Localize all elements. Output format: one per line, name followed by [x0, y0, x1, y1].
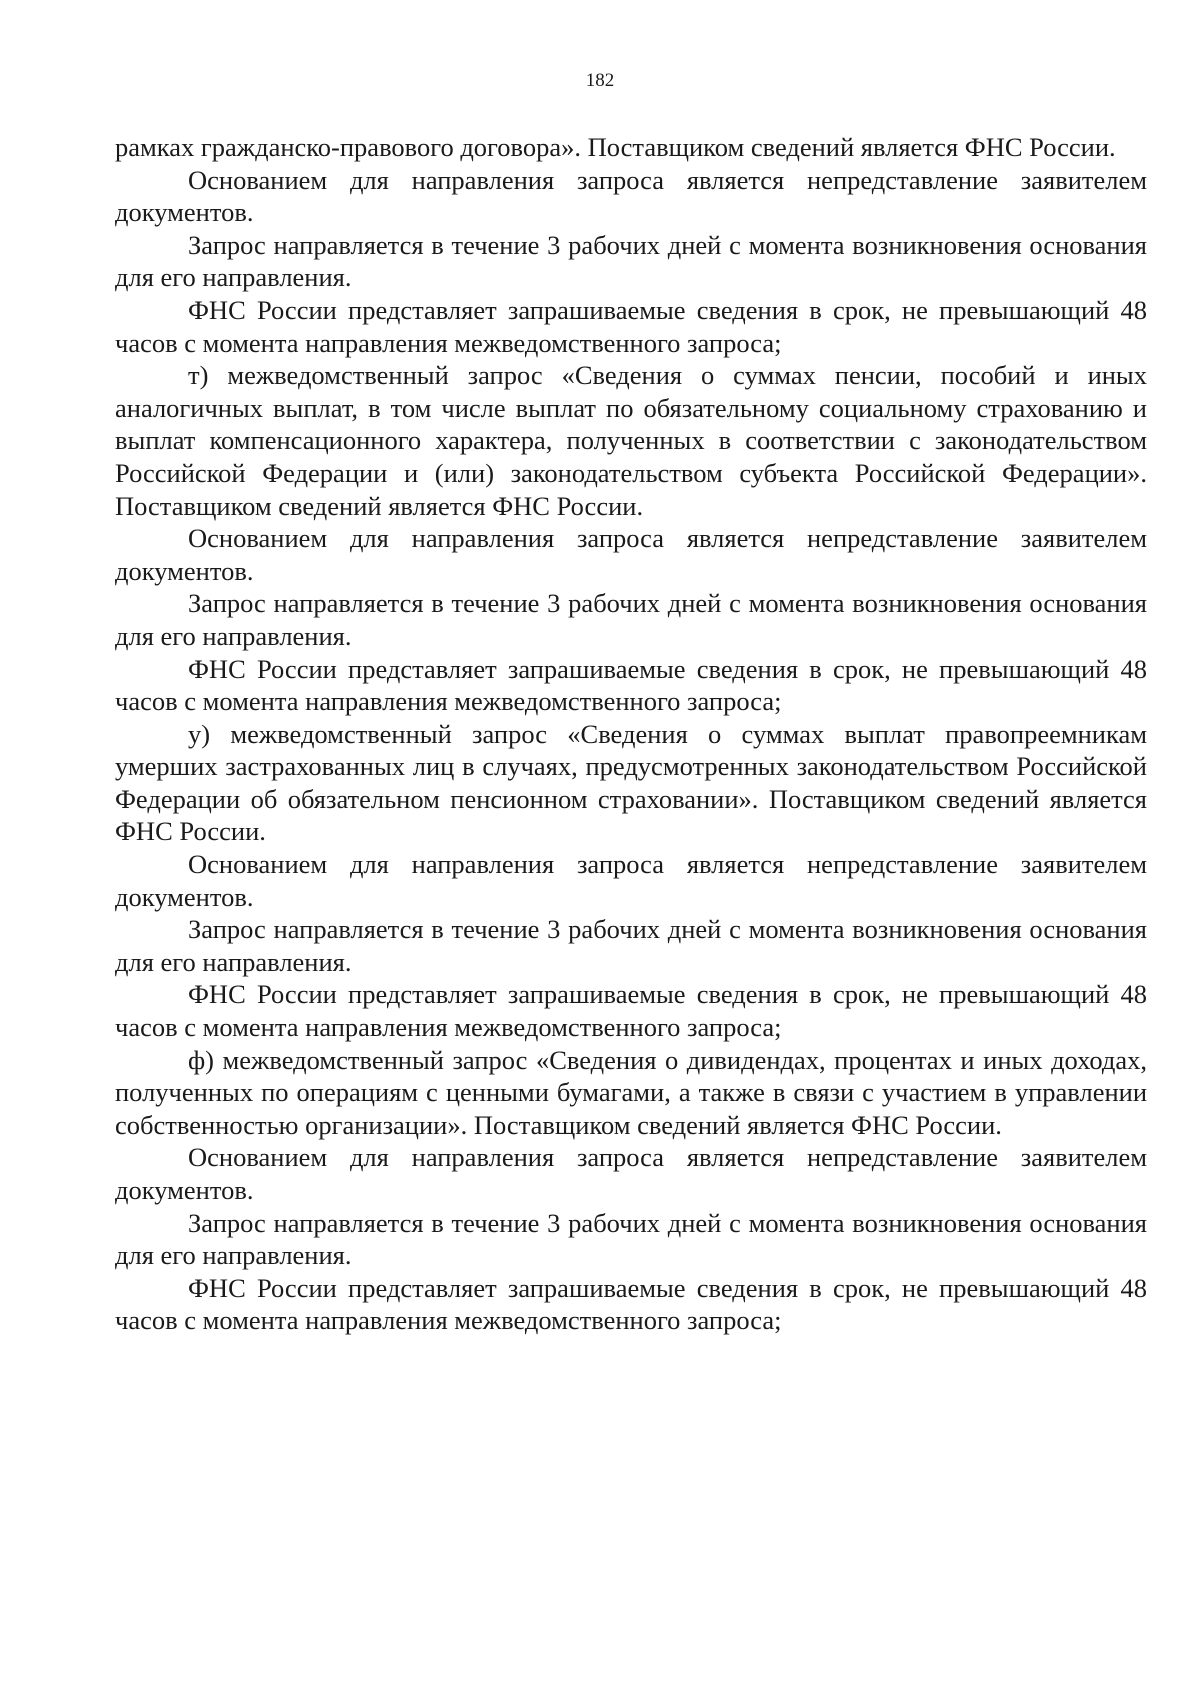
paragraph-basis: Основанием для направления запроса является непредставление заявителем документов. — [115, 1142, 1147, 1205]
paragraph-response-term: ФНС России представляет запрашиваемые сведения в срок, не превышающий 48 часов с момента направления межведомственного запроса; — [115, 979, 1147, 1043]
document-body — [115, 131, 1147, 1337]
page-number: 182 — [585, 70, 615, 91]
paragraph-deadline: Запрос направляется в течение 3 рабочих дней с момента возникновения основания для его направления. — [115, 229, 1147, 293]
paragraph-basis: Основанием для направления запроса является непредставление заявителем документов. — [115, 164, 1147, 228]
paragraph-response-term: ФНС России представляет запрашиваемые сведения в срок, не превышающий 48 часов с момента направления межведомственного запроса; — [115, 294, 1147, 358]
paragraph-item-u: у) межведомственный запрос «Сведения о суммах выплат правопреемникам умерших застрахованных лиц в случаях, предусмотренных законодательством Российской Федерации об обязательном пенсионном страховании». Поставщиком сведений является ФНС России. — [115, 718, 1147, 847]
paragraph-continuation: рамках гражданско-правового договора». Поставщиком сведений является ФНС России. — [115, 132, 1116, 162]
paragraph-response-term: ФНС России представляет запрашиваемые сведения в срок, не превышающий 48 часов с момента направления межведомственного запроса; — [115, 1272, 1147, 1336]
paragraph-item-f: ф) межведомственный запрос «Сведения о дивидендах, процентах и иных доходах, полученных по операциям с ценными бумагами, а также в связи с участием в управлении собственностью организации». Поставщиком сведений является ФНС России. — [115, 1044, 1147, 1140]
paragraph-deadline: Запрос направляется в течение 3 рабочих дней с момента возникновения основания для его направления. — [115, 588, 1147, 651]
paragraph-response-term: ФНС России представляет запрашиваемые сведения в срок, не превышающий 48 часов с момента направления межведомственного запроса; — [115, 653, 1147, 717]
paragraph-basis: Основанием для направления запроса является непредставление заявителем документов. — [115, 849, 1147, 912]
paragraph-basis: Основанием для направления запроса является непредставление заявителем документов. — [115, 523, 1147, 586]
paragraph-item-t: т) межведомственный запрос «Сведения о суммах пенсии, пособий и иных аналогичных выплат, в том числе выплат по обязательному социальному страхованию и выплат компенсационного характера, полученных в соответствии с законодательством Российской Федерации и (или) законодательством субъекта Российской Федерации». Поставщиком сведений является ФНС России. — [115, 360, 1147, 521]
paragraph-deadline: Запрос направляется в течение 3 рабочих дней с момента возникновения основания для его направления. — [115, 914, 1147, 977]
paragraph-deadline: Запрос направляется в течение 3 рабочих дней с момента возникновения основания для его направления. — [115, 1207, 1147, 1271]
